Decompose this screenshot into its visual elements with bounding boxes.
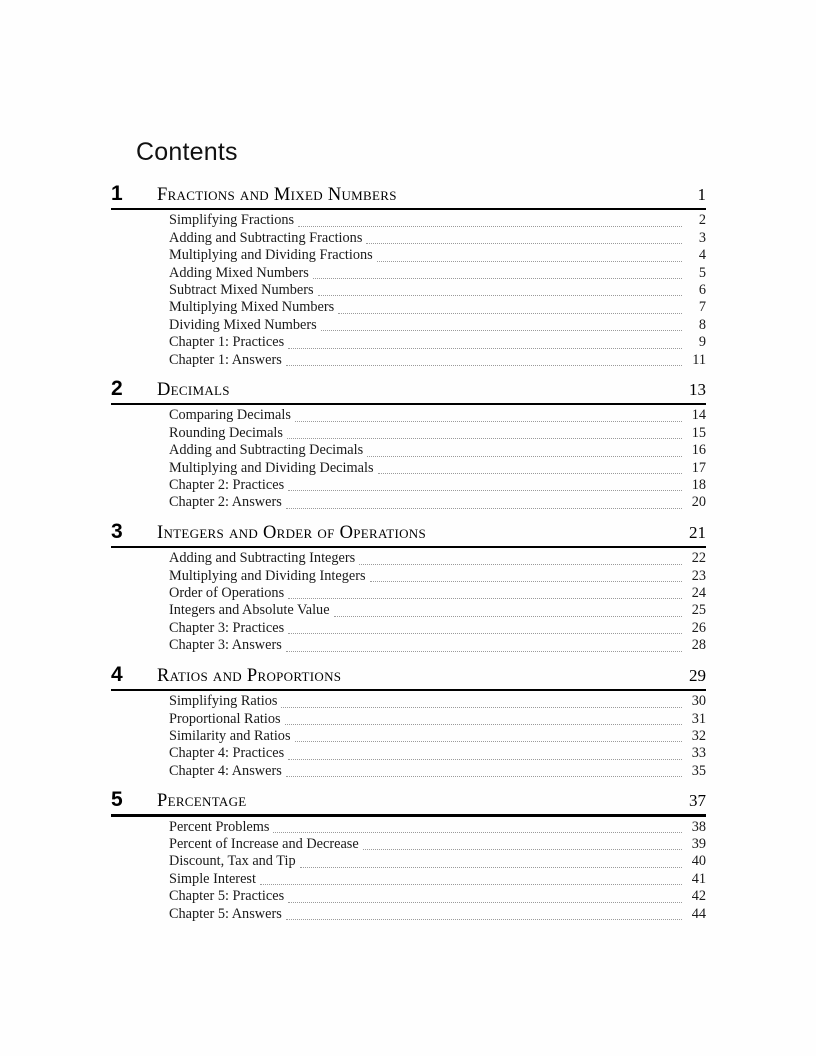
dot-leader [378,472,682,474]
toc-entry-page-number: 42 [691,888,706,905]
toc-entry-label: Subtract Mixed Numbers [169,282,314,299]
chapter-number: 5 [111,788,123,812]
dot-leader [295,740,682,742]
toc-entry-page-number: 24 [691,585,706,602]
dot-leader [286,364,682,366]
toc-entry-label: Adding and Subtracting Integers [169,550,356,567]
toc-entry[interactable] [111,693,706,710]
toc-entry-page-number: 4 [698,247,706,264]
toc-entry-label: Chapter 1: Practices [169,334,285,351]
chapter-block [111,521,706,655]
dot-leader [363,848,682,850]
toc-entry-page-number: 31 [691,710,706,727]
table-of-contents [111,183,706,923]
toc-entry-page-number: 22 [691,550,706,567]
dot-leader [260,883,682,885]
chapter-block [111,664,706,780]
toc-entry[interactable] [111,265,706,282]
toc-entry-label: Chapter 5: Practices [169,888,285,905]
chapter-title[interactable]: Integers and Order of Operations [157,522,426,543]
toc-entry[interactable] [111,568,706,585]
toc-entry-page-number: 38 [691,818,706,835]
toc-entry-page-number: 41 [691,870,706,887]
chapter-heading[interactable] [111,378,706,402]
dot-leader [281,706,682,708]
toc-entry-page-number: 11 [692,351,706,368]
toc-entry-label: Simplifying Fractions [169,212,295,229]
toc-entry-label: Comparing Decimals [169,407,291,424]
toc-entry-page-number: 16 [691,442,706,459]
toc-entry-page-number: 25 [691,602,706,619]
toc-entry-page-number: 20 [691,494,706,511]
toc-entry-page-number: 6 [698,282,706,299]
toc-entry[interactable] [111,745,706,762]
dot-leader [313,277,682,279]
dot-leader [288,901,682,903]
toc-entry[interactable] [111,728,706,745]
toc-entry-page-number: 33 [691,745,706,762]
dot-leader [338,312,682,314]
toc-entry[interactable] [111,906,706,923]
toc-entry-label: Dividing Mixed Numbers [169,316,317,333]
chapter-number: 4 [111,662,123,686]
toc-entry-page-number: 17 [691,459,706,476]
dot-leader [286,650,682,652]
dot-leader [300,866,682,868]
chapter-title[interactable]: Ratios and Proportions [157,665,342,686]
toc-entry-page-number: 40 [691,853,706,870]
dot-leader [286,918,682,920]
chapter-page-number: 29 [689,665,706,685]
toc-entry[interactable] [111,763,706,780]
chapter-page-number: 1 [697,185,706,204]
toc-entry[interactable] [111,550,706,567]
dot-leader [286,775,682,777]
toc-entry-label: Integers and Absolute Value [169,602,330,619]
toc-entry-page-number: 2 [698,212,706,229]
chapter-block [111,378,706,512]
chapter-title[interactable]: Fractions and Mixed Numbers [157,185,397,205]
chapter-block [111,789,706,923]
dot-leader [288,489,682,491]
toc-entry[interactable] [111,888,706,905]
chapter-entry-list [111,817,706,923]
dot-leader [377,260,682,262]
toc-entry[interactable] [111,425,706,442]
dot-leader [286,507,682,509]
chapter-entry-list [111,210,706,369]
toc-entry-label: Chapter 2: Answers [169,494,282,511]
toc-entry-page-number: 15 [691,424,706,441]
chapter-number: 3 [111,519,123,543]
chapter-heading[interactable] [111,664,706,688]
dot-leader [334,615,682,617]
toc-entry-page-number: 28 [691,637,706,654]
dot-leader [321,329,682,331]
toc-entry[interactable] [111,282,706,299]
chapter-title[interactable]: Percentage [157,791,247,812]
toc-entry[interactable] [111,460,706,477]
toc-entry-label: Percent of Increase and Decrease [169,835,359,852]
toc-entry-label: Multiplying and Dividing Fractions [169,247,373,264]
dot-leader [288,758,682,760]
toc-entry-page-number: 23 [691,567,706,584]
toc-entry-label: Discount, Tax and Tip [169,853,296,870]
toc-entry[interactable] [111,407,706,424]
toc-entry-page-number: 5 [698,264,706,281]
toc-entry-label: Multiplying and Dividing Decimals [169,459,374,476]
toc-entry-page-number: 9 [698,334,706,351]
toc-entry-label: Adding and Subtracting Decimals [169,442,364,459]
chapter-spacer [111,369,706,378]
toc-entry-label: Chapter 3: Practices [169,619,285,636]
toc-entry[interactable] [111,819,706,836]
chapter-number: 1 [111,182,123,205]
toc-entry-page-number: 7 [698,299,706,316]
chapter-spacer [111,512,706,521]
toc-entry[interactable] [111,637,706,654]
toc-entry[interactable] [111,442,706,459]
toc-entry-page-number: 14 [691,407,706,424]
toc-entry-label: Simplifying Ratios [169,693,278,710]
chapter-page-number: 13 [689,380,706,400]
toc-entry-page-number: 3 [698,229,706,246]
toc-entry[interactable] [111,317,706,334]
toc-entry[interactable] [111,585,706,602]
page-title: Contents [136,138,238,166]
dot-leader [288,597,682,599]
chapter-number: 2 [111,377,123,401]
toc-entry-page-number: 35 [691,762,706,779]
dot-leader [367,455,682,457]
dot-leader [288,632,682,634]
toc-entry-page-number: 18 [691,477,706,494]
chapter-spacer [111,655,706,664]
toc-entry-page-number: 8 [698,316,706,333]
dot-leader [370,580,682,582]
toc-entry[interactable] [111,477,706,494]
dot-leader [318,294,682,296]
chapter-page-number: 37 [689,791,706,811]
toc-entry-page-number: 39 [691,835,706,852]
toc-entry-label: Rounding Decimals [169,424,283,441]
chapter-block [111,183,706,369]
toc-entry-label: Adding Mixed Numbers [169,264,309,281]
chapter-entry-list [111,691,706,780]
toc-entry-label: Chapter 4: Practices [169,745,285,762]
toc-entry[interactable] [111,494,706,511]
chapter-entry-list [111,548,706,654]
dot-leader [295,420,682,422]
toc-entry[interactable] [111,711,706,728]
toc-entry[interactable] [111,602,706,619]
dot-leader [298,225,682,227]
toc-entry[interactable] [111,352,706,369]
toc-entry-label: Simple Interest [169,870,256,887]
toc-entry-label: Multiplying Mixed Numbers [169,299,335,316]
chapter-heading[interactable] [111,521,706,545]
dot-leader [288,347,682,349]
toc-entry-label: Order of Operations [169,585,285,602]
toc-entry-page-number: 32 [691,727,706,744]
toc-entry[interactable] [111,334,706,351]
toc-entry-page-number: 26 [691,619,706,636]
dot-leader [285,723,682,725]
toc-entry[interactable] [111,853,706,870]
toc-entry-label: Adding and Subtracting Fractions [169,229,363,246]
chapter-heading[interactable] [111,789,706,813]
toc-entry-label: Proportional Ratios [169,710,281,727]
toc-entry-label: Chapter 2: Practices [169,477,285,494]
dot-leader [366,242,682,244]
toc-entry-label: Chapter 5: Answers [169,905,282,922]
toc-entry-label: Similarity and Ratios [169,727,291,744]
toc-entry-label: Chapter 3: Answers [169,637,282,654]
chapter-spacer [111,780,706,789]
toc-entry[interactable] [111,212,706,229]
toc-entry[interactable] [111,230,706,247]
dot-leader [359,563,682,565]
toc-entry-label: Chapter 4: Answers [169,762,282,779]
toc-entry[interactable] [111,620,706,637]
toc-entry-page-number: 44 [691,905,706,922]
chapter-heading[interactable] [111,183,706,207]
dot-leader [287,437,682,439]
toc-entry-label: Chapter 1: Answers [169,351,282,368]
chapter-entry-list [111,405,706,511]
toc-entry[interactable] [111,247,706,264]
toc-entry-page-number: 30 [691,693,706,710]
toc-entry[interactable] [111,299,706,316]
chapter-page-number: 21 [689,522,706,542]
dot-leader [273,831,682,833]
toc-entry[interactable] [111,836,706,853]
toc-entry[interactable] [111,871,706,888]
chapter-title[interactable]: Decimals [157,380,230,401]
toc-entry-label: Percent Problems [169,818,270,835]
toc-entry-label: Multiplying and Dividing Integers [169,567,366,584]
